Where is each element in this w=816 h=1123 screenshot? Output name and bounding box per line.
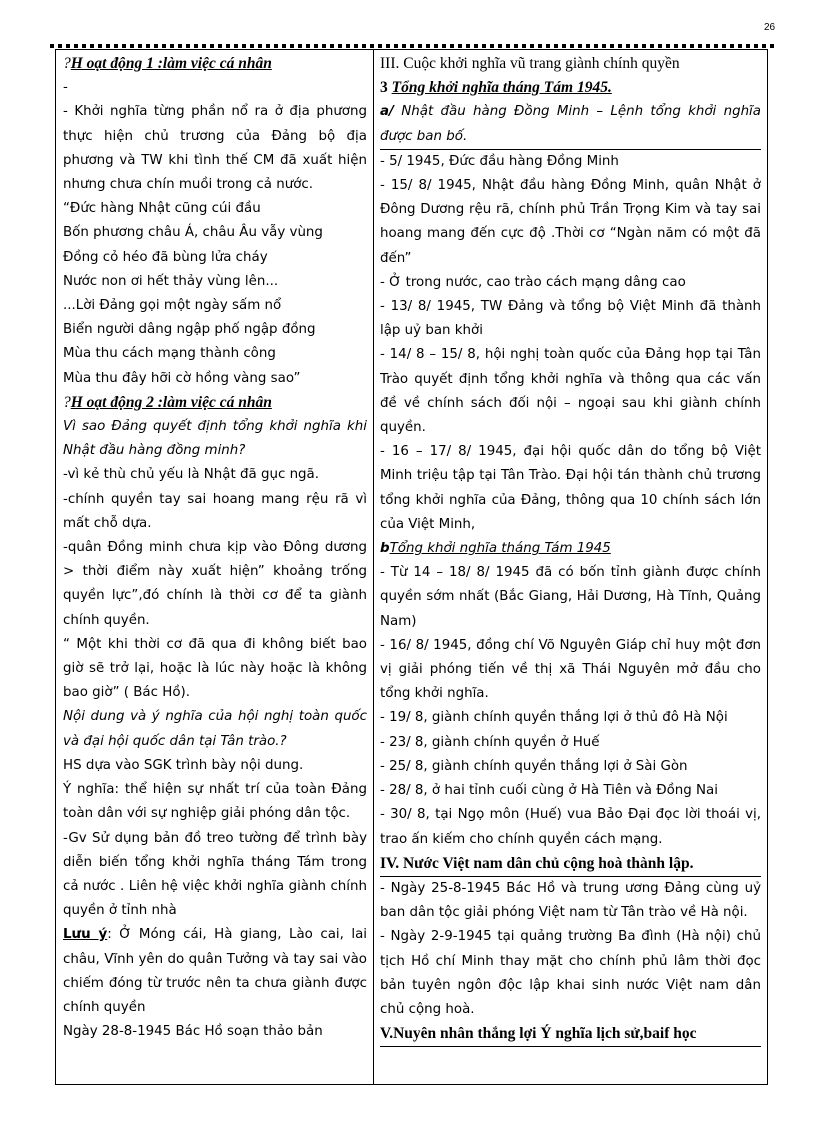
answer-3: -quân Đồng minh chưa kịp vào Đông dương > thời điểm này xuất hiện” khoảng trống quyền lực”,đó chính là thời cơ để ta giành chính quyền. <box>63 540 372 628</box>
dotted-rule <box>50 44 774 48</box>
right-para: - 14/ 8 – 15/ 8, hội nghị toàn quốc của Đảng họp tại Tân Trào quyết định tổng khởi nghĩa và thông qua các vấn đề về chính sách đối nội – ngoại sau khi giành chính quyền. <box>380 347 766 436</box>
left-para-1: - Khởi nghĩa từng phần nổ ra ở địa phương thực hiện chủ trương của Đảng bộ địa phương và TW khi tình thế CM đã xuất hiện nhưng chưa chín muồi trong cả nước. <box>63 104 372 193</box>
poem-line: Biển người dâng ngập phố ngập đồng <box>63 322 316 338</box>
answer-6: -Gv Sử dụng bản đồ treo tường để trình bày diễn biến tổng khởi nghĩa tháng Tám trong cả nước . Liên hệ việc khởi nghĩa giành chính quyền ở tỉnh nhà <box>63 830 372 919</box>
answer-4: HS dựa vào SGK trình bày nội dung. <box>63 757 304 773</box>
right-para: - Ngày 2-9-1945 tại quảng trường Ba đình (Hà nội) chủ tịch Hồ chí Minh thay mặt cho chính phủ lâm thời đọc bản tuyên ngôn độc lập khai sinh nước Việt nam dân chủ cộng hoà. <box>380 929 766 1017</box>
note-label: Lưu ý <box>63 927 108 943</box>
note <box>63 923 372 1020</box>
question-1: Vì sao Đảng quyết định tổng khởi nghĩa khi Nhật đầu hàng đồng minh? <box>63 419 372 459</box>
quote: “ Một khi thời cơ đã qua đi không biết bao giờ sẽ trở lại, hoặc là lúc này hoặc là không bao giờ” ( Bác Hồ). <box>63 636 372 701</box>
section-3-number: 3 <box>380 79 392 97</box>
section-3-title: Tổng khởi nghĩa tháng Tám 1945. <box>391 79 612 97</box>
content-column <box>374 50 767 1084</box>
lesson-table <box>55 49 768 1085</box>
right-para: - 23/ 8, giành chính quyền ở Huế <box>380 734 600 750</box>
poem-line: “Đức hàng Nhật cũng cúi đầu <box>63 201 261 217</box>
activity-2-heading <box>63 391 367 415</box>
subsection-a-title: Nhật đầu hàng Đồng Minh – Lệnh tổng khởi nghĩa được ban bố. <box>380 104 766 144</box>
question-2: Nội dung và ý nghĩa của hội nghị toàn quốc và đại hội quốc dân tại Tân trào.? <box>63 709 372 749</box>
poem-line: Đồng cỏ héo đã bùng lửa cháy <box>63 249 268 265</box>
section-v-heading: V.Nuyên nhân thắng lợi Ý nghĩa lịch sử,baif học <box>380 1022 761 1047</box>
right-para: - 13/ 8/ 1945, TW Đảng và tổng bộ Việt Minh đã thành lập uỷ ban khởi <box>380 299 766 339</box>
poem-line: ...Lời Đảng gọi một ngày sấm nổ <box>63 298 282 314</box>
activity-1-prefix: ? <box>63 55 71 72</box>
section-iii-heading: III. Cuộc khởi nghĩa vũ trang giành chính quyền <box>380 55 680 72</box>
right-para: - 16/ 8/ 1945, đồng chí Võ Nguyên Giáp chỉ huy một đơn vị giải phóng tiến về thị xã Thái Nguyên mở đầu cho tổng khởi nghĩa. <box>380 637 766 702</box>
section-3-heading <box>380 76 761 100</box>
left-last-line: Ngày 28-8-1945 Bác Hồ soạn thảo bản <box>63 1024 323 1040</box>
activity-1-title: H oạt động 1 :làm việc cá nhân <box>70 55 272 72</box>
subsection-b-heading <box>380 537 761 561</box>
right-para: - 28/ 8, ở hai tỉnh cuối cùng ở Hà Tiên và Đồng Nai <box>380 783 718 799</box>
right-para: - 5/ 1945, Đức đầu hàng Đồng Minh <box>380 153 619 169</box>
section-iv-heading: IV. Nước Việt nam dân chủ cộng hoà thành lập. <box>380 852 761 877</box>
answer-1: -vì kẻ thù chủ yếu là Nhật đã gục ngã. <box>63 467 320 483</box>
page-number: 26 <box>764 22 776 33</box>
subsection-b-label: b <box>380 541 390 557</box>
right-para: - Từ 14 – 18/ 8/ 1945 đã có bốn tỉnh giành được chính quyền sớm nhất (Bắc Giang, Hải Dương, Hà Tĩnh, Quảng Nam) <box>380 565 766 629</box>
subsection-a-heading <box>380 100 766 149</box>
activities-column <box>56 50 374 1084</box>
right-para: - 19/ 8, giành chính quyền thắng lợi ở thủ đô Hà Nội <box>380 710 728 726</box>
activity-2-prefix: ? <box>63 393 71 411</box>
subsection-a-label: a/ <box>380 104 394 120</box>
right-para: - 16 – 17/ 8/ 1945, đại hội quốc dân do tổng bộ Việt Minh triệu tập tại Tân Trào. Đại hội tán thành chủ trương tổng khởi nghĩa của Đảng, thông qua 10 chính sách lớn của Việt Minh, <box>380 444 766 532</box>
poem-line: Nước non ơi hết thảy vùng lên... <box>63 273 279 289</box>
dash-line: - <box>63 80 68 96</box>
subsection-b-title: Tổng khởi nghĩa tháng Tám 1945 <box>389 541 611 557</box>
activity-1-heading <box>63 52 367 76</box>
activity-2-title: H oạt động 2 :làm việc cá nhân <box>70 393 272 411</box>
answer-2: -chính quyền tay sai hoang mang rệu rã vì mất chỗ dựa. <box>63 491 372 531</box>
right-para: - 15/ 8/ 1945, Nhật đầu hàng Đồng Minh, quân Nhật ở Đông Dương rệu rã, chính phủ Trần Trọng Kim và tay sai hoang mang đến cực độ .Thời cơ “Ngàn năm có một đã đến” <box>380 178 766 266</box>
note-text: : Ở Móng cái, Hà giang, Lào cai, lai châu, Vĩnh yên do quân Tưởng và tay sai vào chiếm đóng từ trước nên ta chưa giành được chính quyền <box>63 927 372 1015</box>
answer-5: Ý nghĩa: thể hiện sự nhất trí của toàn Đảng toàn dân với sự nghiệp giải phóng dân tộc. <box>63 782 372 822</box>
poem-line: Mùa thu cách mạng thành công <box>63 346 276 362</box>
poem-line: Mùa thu đây hỡi cờ hồng vàng sao” <box>63 370 301 386</box>
right-para: - Ở trong nước, cao trào cách mạng dâng cao <box>380 274 686 290</box>
right-para: - Ngày 25-8-1945 Bác Hồ và trung ương Đảng cùng uỷ ban dân tộc giải phóng Việt nam từ Tân trào về Hà nội. <box>380 880 766 921</box>
right-para: - 30/ 8, tại Ngọ môn (Huế) vua Bảo Đại đọc lời thoái vị, trao ấn kiếm cho chính quyền cách mạng. <box>380 807 766 847</box>
right-para: - 25/ 8, giành chính quyền thắng lợi ở Sài Gòn <box>380 758 688 774</box>
poem-line: Bốn phương châu Á, châu Âu vẫy vùng <box>63 225 323 241</box>
